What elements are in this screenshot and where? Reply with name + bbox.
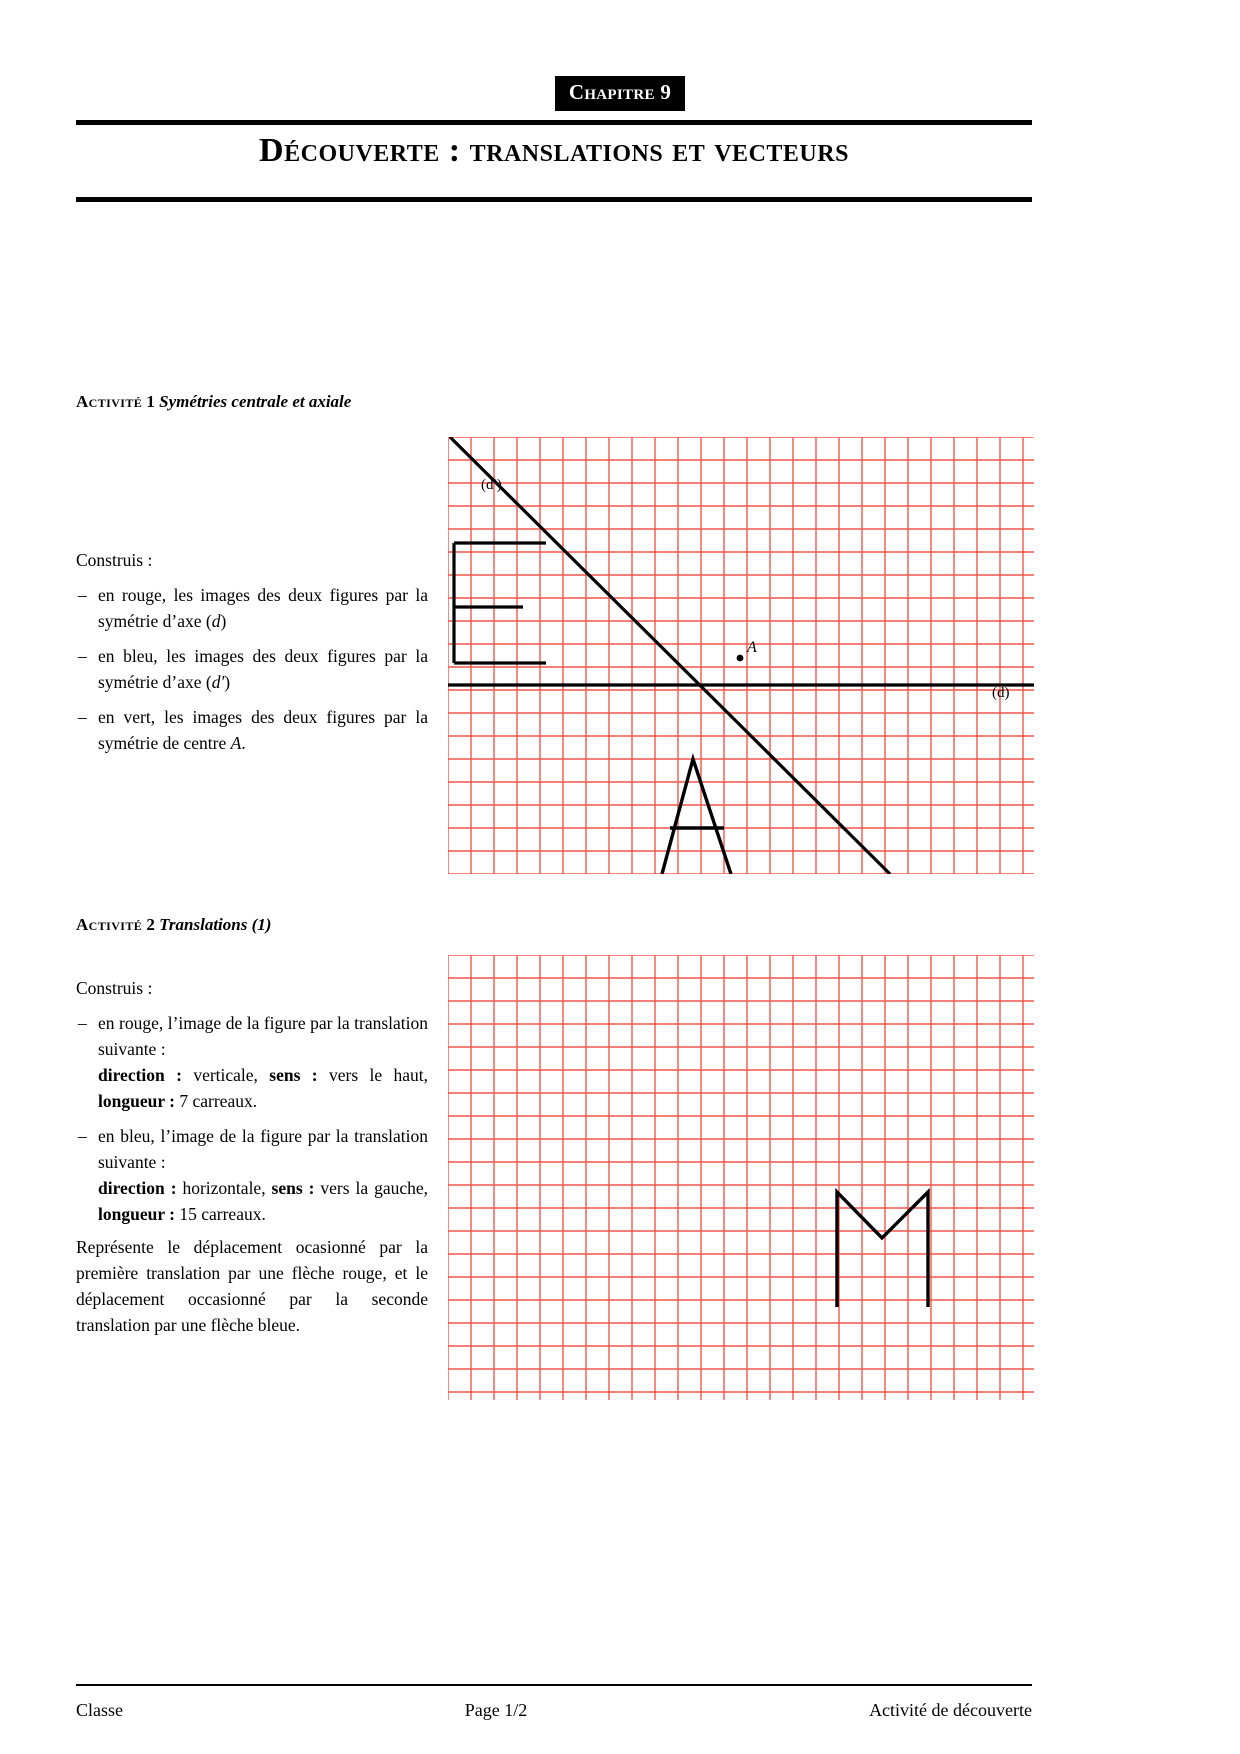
chapter-badge: Chapitre 9 <box>555 76 685 111</box>
keyword-sens: sens : <box>271 1178 315 1198</box>
activity-1-number: 1 <box>146 392 155 411</box>
list-item-text-a: en vert, les images des deux figures par la symétrie de centre <box>98 707 428 753</box>
header-rule-bottom <box>76 197 1032 202</box>
list-item-text-a: en bleu, les images des deux figures par la symétrie d’axe ( <box>98 646 428 692</box>
line-d-prime <box>450 437 890 874</box>
header-rule-top <box>76 120 1032 125</box>
footer-left: Classe <box>76 1700 123 1720</box>
list-item-math: d <box>211 611 221 631</box>
keyword-direction: direction : <box>98 1178 177 1198</box>
activity-1-heading <box>76 392 351 412</box>
figure-f-shape <box>454 543 546 663</box>
activity-2-text <box>76 975 428 1347</box>
keyword-longueur: longueur : <box>98 1091 175 1111</box>
list-item-math: A <box>230 733 242 753</box>
activity-2-label: Activité <box>76 915 143 934</box>
figure-letter-m <box>837 1192 928 1307</box>
activity-2-figure <box>448 955 1034 1400</box>
point-a-marker <box>737 655 744 662</box>
keyword-sens: sens : <box>269 1065 318 1085</box>
activity-2-title: Translations (1) <box>159 915 272 934</box>
label-d: (d) <box>992 685 1010 701</box>
activity-2-closing: Représente le déplacement ocasionné par la première translation par une flèche rouge, et le déplacement occasionné par la seconde translation par une flèche bleue. <box>76 1237 428 1335</box>
list-item <box>76 582 428 634</box>
activity-2-number: 2 <box>146 915 155 934</box>
value-longueur: 7 carreaux. <box>174 1091 258 1111</box>
footer-rule <box>76 1684 1032 1686</box>
value-direction: horizontale, <box>176 1178 272 1198</box>
point-a-label: A <box>747 639 757 656</box>
activity-2-intro: Construis : <box>76 978 153 998</box>
activity-1-text <box>76 547 428 763</box>
figure-letter-a <box>662 759 731 874</box>
activity-1-title: Symétries centrale et axiale <box>159 392 352 411</box>
page-title: Découverte : translations et vecteurs <box>259 132 849 169</box>
list-item-line1: en rouge, l’image de la figure par la translation suivante : <box>98 1013 428 1059</box>
list-item-text-b: ) <box>224 672 231 692</box>
activity-1-intro: Construis : <box>76 550 153 570</box>
list-item <box>76 643 428 695</box>
keyword-direction: direction : <box>98 1065 182 1085</box>
value-sens: vers la gauche, <box>314 1178 428 1198</box>
symmetry-grid-diagram <box>448 437 1034 874</box>
list-item-line1: en bleu, l’image de la figure par la translation suivante : <box>98 1126 428 1172</box>
activity-1-list <box>76 582 428 756</box>
activity-1-figure <box>448 437 1034 874</box>
list-item <box>76 1010 428 1114</box>
list-item <box>76 1123 428 1227</box>
footer <box>76 1700 1032 1721</box>
value-sens: vers le haut, <box>317 1065 428 1085</box>
footer-right: Activité de découverte <box>869 1700 1032 1720</box>
activity-1-label: Activité <box>76 392 143 411</box>
list-item-text-a: en rouge, les images des deux figures par la symétrie d’axe ( <box>98 585 428 631</box>
value-longueur: 15 carreaux. <box>174 1204 266 1224</box>
footer-center: Page 1/2 <box>464 1700 528 1720</box>
keyword-longueur: longueur : <box>98 1204 175 1224</box>
list-item <box>76 704 428 756</box>
label-d-prime: (d′) <box>481 477 502 493</box>
list-item-text-b: ) <box>220 611 227 631</box>
grid-lines <box>448 955 1034 1400</box>
list-item-math: d′ <box>211 672 225 692</box>
chapter-badge-container <box>0 76 1240 111</box>
list-item-text-b: . <box>241 733 246 753</box>
value-direction: verticale, <box>181 1065 270 1085</box>
activity-2-heading <box>76 915 271 935</box>
translation-grid-diagram <box>448 955 1034 1400</box>
activity-2-list <box>76 1010 428 1227</box>
